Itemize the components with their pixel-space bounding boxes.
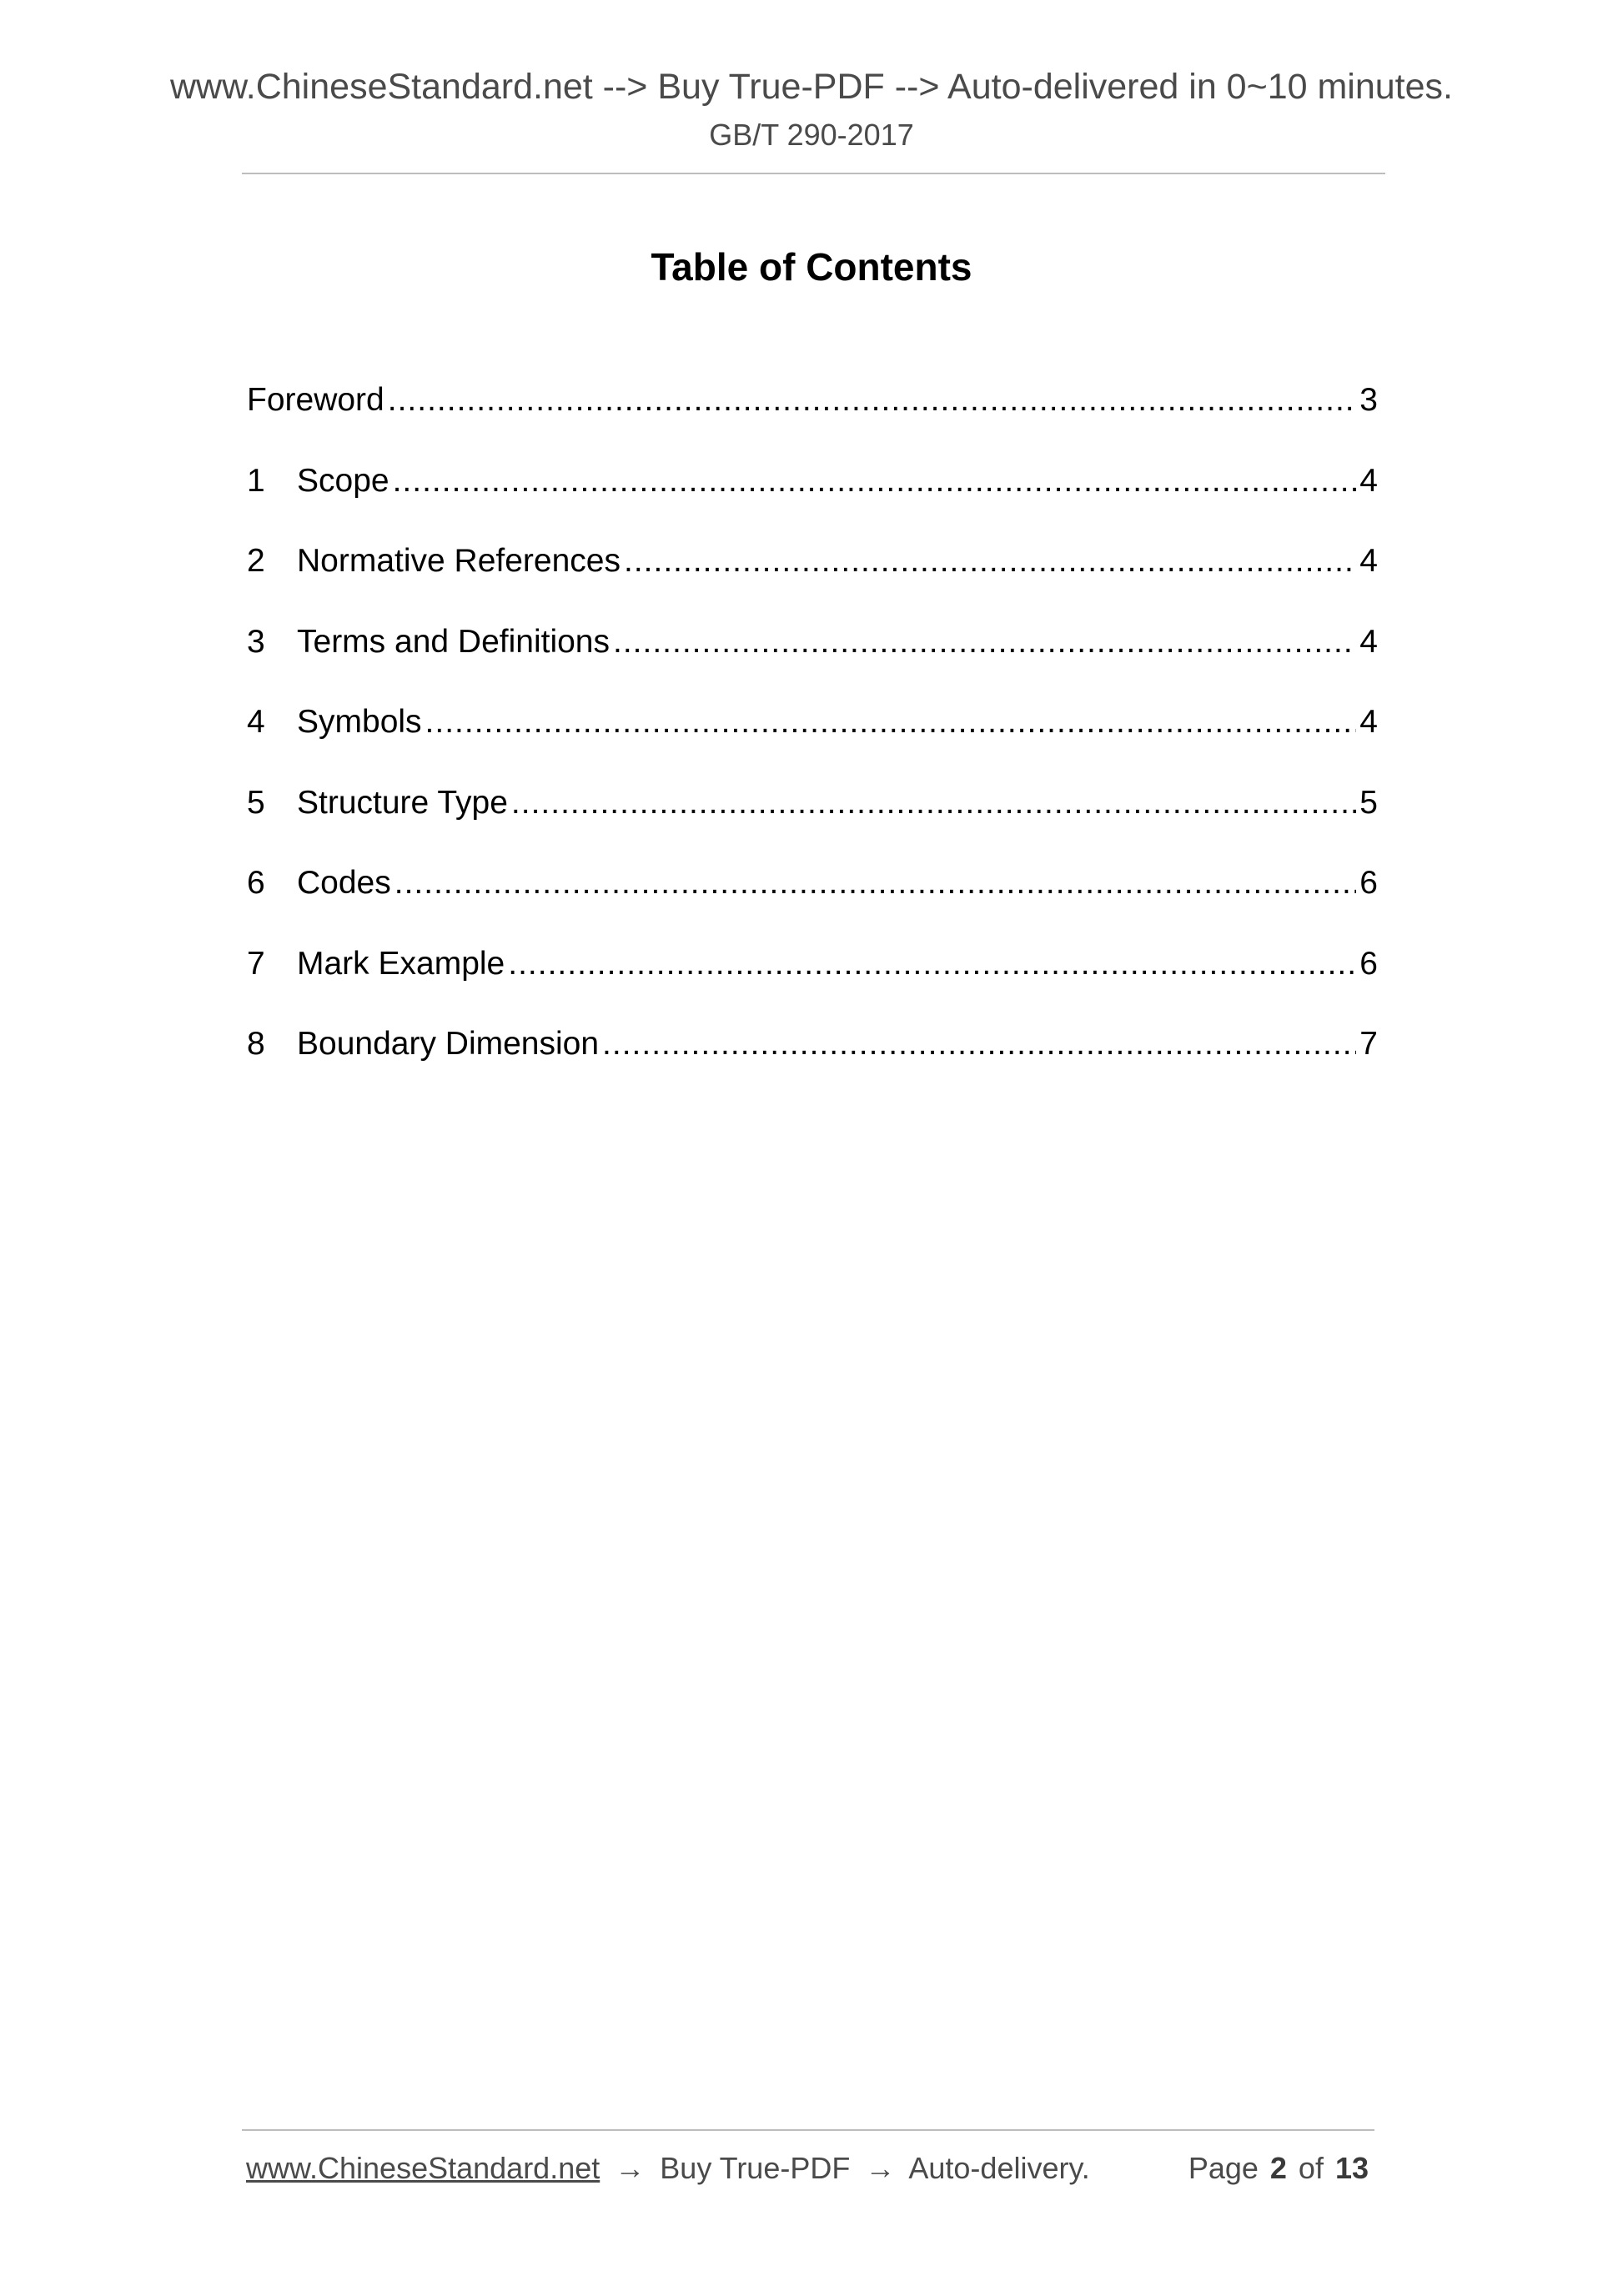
toc-dot-leader — [394, 860, 1357, 907]
toc-entry-page: 4 — [1359, 704, 1378, 740]
footer-site-link[interactable]: www.ChineseStandard.net — [246, 2151, 600, 2185]
toc-entry-number: 1 — [247, 462, 265, 499]
toc-entry-label: Structure Type — [297, 784, 508, 821]
total-pages-number: 13 — [1334, 2151, 1369, 2185]
toc-entry-page: 4 — [1359, 623, 1378, 660]
page-label: Page — [1188, 2151, 1259, 2185]
toc-entry-boundary-dimension[interactable] — [247, 1021, 1378, 1102]
toc-entry-page: 6 — [1359, 865, 1378, 901]
toc-dot-leader — [602, 1021, 1356, 1068]
footer-buy-text: Buy True-PDF — [660, 2151, 851, 2185]
page-indicator — [1188, 2148, 1369, 2188]
toc-entry-number: 4 — [247, 704, 265, 740]
toc-entry-page: 3 — [1359, 382, 1378, 418]
toc-dot-leader — [425, 699, 1357, 746]
right-arrow-icon: → — [865, 2151, 896, 2185]
toc-entry-label: Foreword — [247, 382, 384, 418]
toc-entry-number: 7 — [247, 945, 265, 982]
toc-dot-leader — [388, 377, 1357, 424]
toc-entry-number: 8 — [247, 1026, 265, 1062]
toc-entry-number: 5 — [247, 784, 265, 821]
toc-entry-foreword[interactable] — [247, 377, 1378, 458]
document-number: GB/T 290-2017 — [709, 118, 914, 152]
current-page-number: 2 — [1269, 2151, 1287, 2185]
footer-delivery-text: Auto-delivery. — [908, 2151, 1090, 2185]
toc-entry-label: Codes — [297, 865, 391, 901]
toc-entry-page: 4 — [1359, 462, 1378, 499]
toc-entry-page: 7 — [1359, 1026, 1378, 1062]
toc-entry-terms-and-definitions[interactable] — [247, 619, 1378, 700]
toc-title: Table of Contents — [651, 245, 972, 289]
footer-divider — [242, 2129, 1374, 2131]
toc-entry-normative-references[interactable] — [247, 538, 1378, 619]
header-divider — [242, 173, 1385, 174]
toc-entry-label: Normative References — [297, 543, 621, 579]
toc-dot-leader — [624, 538, 1356, 585]
toc-entry-codes[interactable] — [247, 860, 1378, 941]
toc-entry-page: 5 — [1359, 784, 1378, 821]
toc-entry-label: Terms and Definitions — [297, 623, 610, 660]
toc-entry-mark-example[interactable] — [247, 941, 1378, 1022]
toc-entry-symbols[interactable] — [247, 699, 1378, 780]
of-label: of — [1298, 2151, 1324, 2185]
toc-entry-number: 3 — [247, 623, 265, 660]
toc-entry-label: Scope — [297, 462, 389, 499]
toc-entry-label: Mark Example — [297, 945, 505, 982]
toc-entry-label: Boundary Dimension — [297, 1026, 600, 1062]
toc-dot-leader — [511, 780, 1356, 826]
toc-entry-number: 6 — [247, 865, 265, 901]
footer-promo — [246, 2148, 1090, 2188]
toc-dot-leader — [393, 458, 1357, 505]
toc-list — [247, 377, 1378, 1102]
toc-entry-page: 4 — [1359, 543, 1378, 579]
toc-dot-leader — [508, 941, 1356, 987]
right-arrow-icon: → — [615, 2151, 646, 2185]
toc-entry-label: Symbols — [297, 704, 422, 740]
toc-entry-page: 6 — [1359, 945, 1378, 982]
toc-entry-structure-type[interactable] — [247, 780, 1378, 861]
toc-dot-leader — [613, 619, 1356, 666]
header-banner: www.ChineseStandard.net --> Buy True-PDF --> Auto-delivered in 0~10 minutes. — [169, 67, 1453, 107]
toc-entry-scope[interactable] — [247, 458, 1378, 539]
toc-entry-number: 2 — [247, 543, 265, 579]
